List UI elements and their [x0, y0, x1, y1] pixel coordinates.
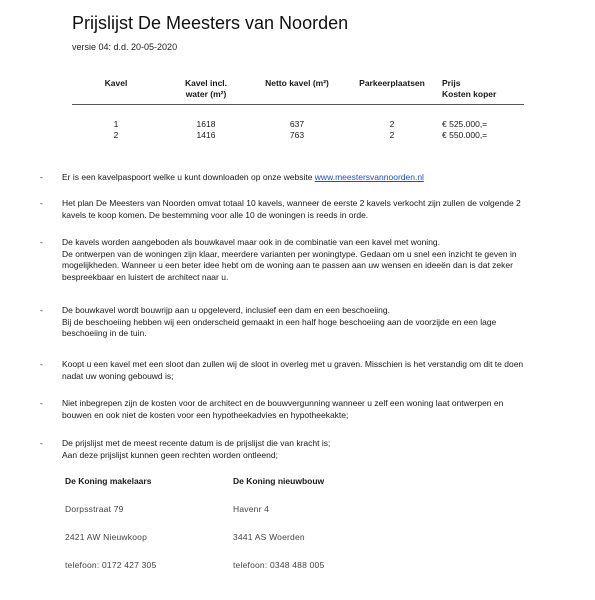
note-text: Het plan De Meesters van Noorden omvat totaal 10 kavels, wanneer de eerste 2 kavels verkocht zijn zullen de volgende 2 kavels te koop komen. De bestemming voor alle 10 de woningen is reeds in orde.	[62, 198, 521, 220]
price-table-body	[72, 119, 524, 141]
contact-street: Dorpsstraat 79	[65, 504, 124, 514]
bullet-dash: -	[40, 305, 43, 315]
note-niet-inbegrepen	[62, 398, 532, 421]
cell-prijs: € 550.000,=	[442, 130, 488, 140]
header-kavel-incl-water	[176, 78, 236, 100]
note-prijslijst	[62, 438, 532, 461]
contact-street: Havenr 4	[233, 504, 270, 514]
note-sloot	[62, 359, 532, 382]
cell-kavel: 2	[113, 130, 119, 140]
bullet-dash: -	[40, 438, 43, 448]
note-text: Niet inbegrepen zijn de kosten voor de architect en de bouwvergunning wanneer u zelf een woning laat ontwerpen en bouwen en ook niet de kosten voor een hypotheekadvies en hypotheekakte;	[62, 398, 504, 420]
contact-phone: telefoon: 0348 488 005	[233, 560, 325, 570]
price-table	[72, 78, 524, 141]
header-prijs-line2: Kosten koper	[442, 89, 497, 99]
bullet-dash: -	[40, 359, 43, 369]
bullet-dash: -	[40, 237, 43, 247]
header-kavel-incl-water-line2: water (m²)	[185, 89, 227, 99]
note-text: De kavels worden aangeboden als bouwkavel maar ook in de combinatie van een kavel met woning.	[62, 237, 441, 247]
table-row	[72, 130, 524, 141]
cell-netto-kavel: 763	[289, 130, 305, 140]
header-netto-kavel: Netto kavel (m²)	[265, 78, 329, 88]
header-parkeerplaatsen: Parkeerplaatsen	[359, 78, 425, 88]
cell-parkeerplaatsen: 2	[389, 130, 395, 140]
website-link[interactable]: www.meestersvannoorden.nl	[314, 172, 424, 182]
header-kavel: Kavel	[104, 78, 128, 88]
contact-makelaars	[65, 476, 245, 588]
cell-kavel-incl-water: 1618	[196, 119, 216, 129]
cell-kavel: 1	[113, 119, 119, 129]
cell-kavel-incl-water: 1416	[196, 130, 216, 140]
note-kavelpaspoort	[62, 172, 532, 184]
bullet-dash: -	[40, 398, 43, 408]
contact-name: De Koning makelaars	[65, 476, 152, 486]
table-row	[72, 119, 524, 130]
bullet-dash: -	[40, 172, 43, 182]
note-text: Koopt u een kavel met een sloot dan zullen wij de sloot in overleg met u graven. Misschien is het verstandig om dit te doen nadat uw woning gebouwd is;	[62, 359, 524, 381]
note-plan	[62, 198, 532, 221]
note-text: De bouwkavel wordt bouwrijp aan u opgeleverd, inclusief een dam en een beschoeiing.	[62, 305, 390, 315]
header-prijs	[442, 78, 524, 100]
contact-nieuwbouw	[233, 476, 413, 588]
cell-prijs: € 525.000,=	[442, 119, 488, 129]
note-bouwkavel	[62, 305, 532, 340]
note-text: Aan deze prijslijst kunnen geen rechten worden ontleend;	[62, 449, 278, 460]
note-text: Bij de beschoeiing hebben wij een onderscheid gemaakt in een half hoge beschoeiing aan de voorzijde en een lage beschoeiing in de tuin.	[62, 316, 497, 338]
contact-city: 2421 AW Nieuwkoop	[65, 532, 147, 542]
header-kavel-incl-water-line1: Kavel incl.	[184, 78, 228, 88]
header-prijs-line1: Prijs	[442, 78, 461, 88]
price-table-header	[72, 78, 524, 105]
contact-name: De Koning nieuwbouw	[233, 476, 325, 486]
version-line: versie 04: d.d. 20-05-2020	[72, 42, 178, 52]
page-title: Prijslijst De Meesters van Noorden	[72, 13, 349, 33]
note-kavels-aangeboden	[62, 237, 532, 283]
note-text: De ontwerpen van de woningen zijn klaar, meerdere varianten per woningtype. Gedaan om u snel een inzicht te geven in mogelijkheden. Wanneer u een beter idee hebt om de woning aan te passen aan uw wensen en ideeën dan is dat zeker bespreekbaar en luistert de architect naar u.	[62, 248, 517, 282]
contact-phone: telefoon: 0172 427 305	[65, 560, 157, 570]
contact-city: 3441 AS Woerden	[233, 532, 305, 542]
cell-netto-kavel: 637	[289, 119, 305, 129]
note-text: Er is een kavelpaspoort welke u kunt downloaden op onze website	[62, 172, 315, 182]
cell-parkeerplaatsen: 2	[389, 119, 395, 129]
bullet-dash: -	[40, 198, 43, 208]
note-text: De prijslijst met de meest recente datum is de prijslijst die van kracht is;	[62, 438, 331, 448]
